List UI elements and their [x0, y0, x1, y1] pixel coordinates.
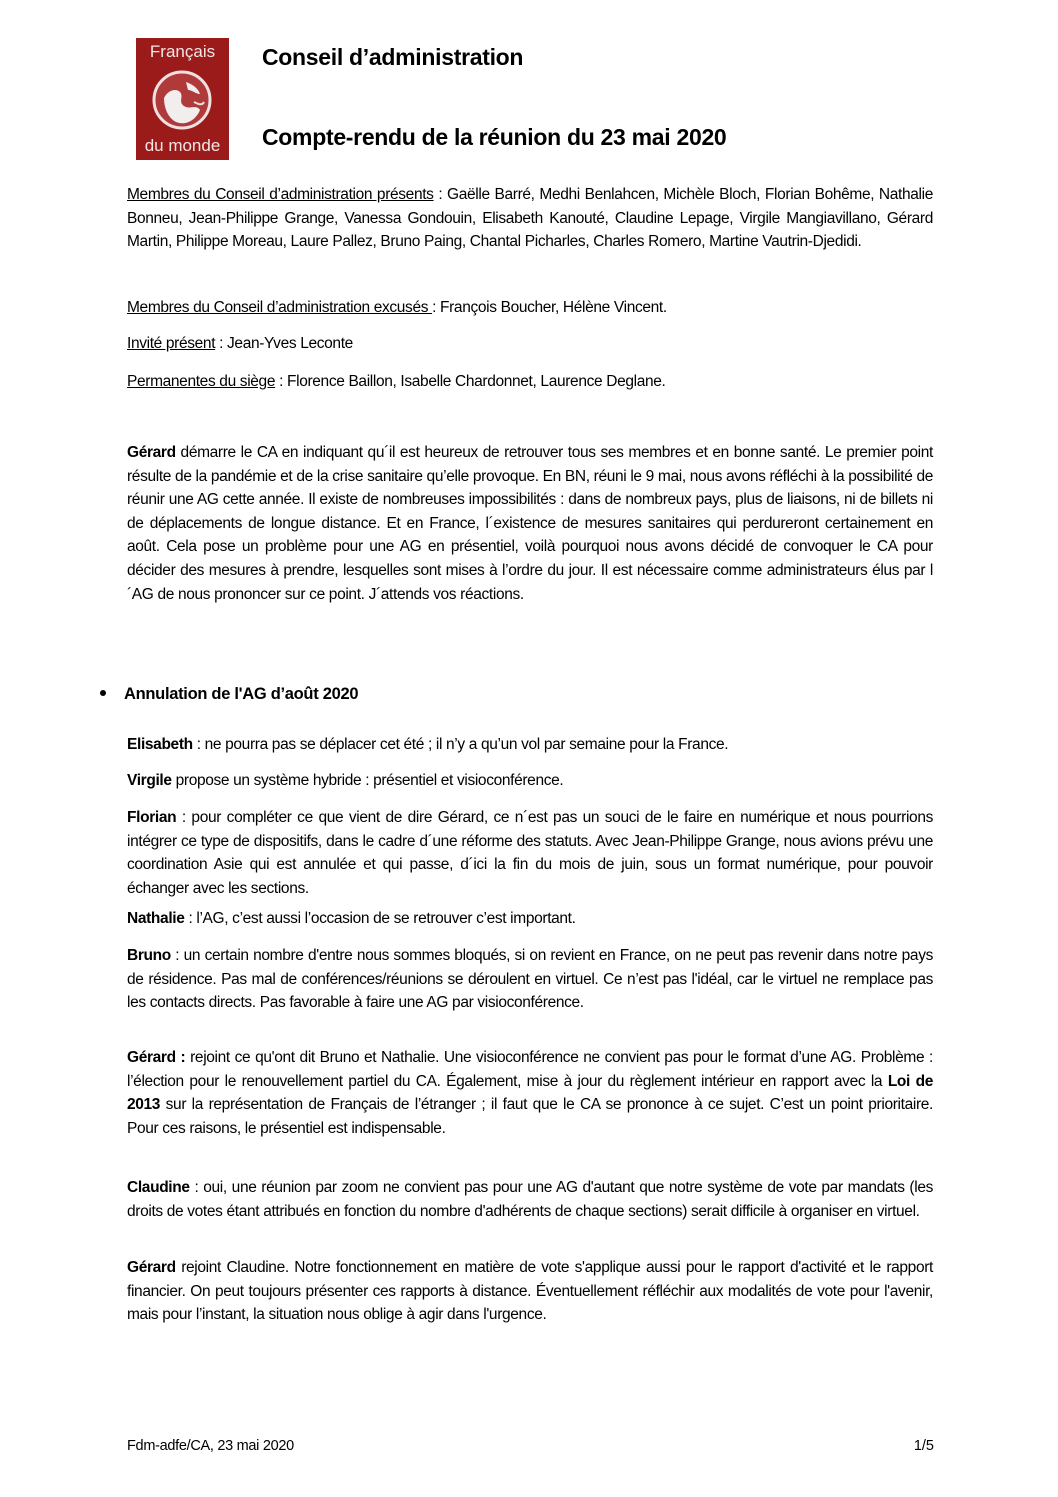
intro-text: démarre le CA en indiquant qu´il est heureux de retrouver tous ses membres et en bonne santé. Le premier point résulte de la pandémie et de la crise sanitaire qu’elle provoque. En BN, réuni le 9 mai, nous avons réfléchi à la possibilité de réunir une AG cette année. Il existe de nombreuses impossibilités : dans de nombreux pays, plus de liaisons, ni de billets ni de déplacements de longue distance. Et en France, l´existence de mesures sanitaires qui perdureront certainement en août. Cela pose un problème pour une AG en présentiel, voilà pourquoi nous avons décidé de convoquer le CA pour décider des mesures à prendre, lesquelles sont mises à l’ordre du jour. Il est nécessaire comme administrateurs élus par l´AG de nous prononcer sur ce point. J´attends vos réactions. — [127, 444, 933, 603]
document-title: Conseil d’administration — [262, 44, 524, 70]
speaker-name: Virgile — [127, 772, 172, 789]
excused-members-list: : François Boucher, Hélène Vincent. — [432, 299, 667, 316]
intervention-text: rejoint Claudine. Notre fonctionnement en matière de vote s'applique aussi pour le rapport d'activité et le rapport financier. On peut toujours présenter ces rapports à distance. Éventuellement réfléchir aux modalités de vote pour l'avenir, mais pour l’instant, la situation nous oblige à agir dans l'urgence. — [127, 1259, 933, 1324]
present-members-paragraph — [127, 183, 933, 254]
intro-paragraph — [127, 441, 933, 606]
intervention-text: rejoint ce qu'ont dit Bruno et Nathalie. Une visioconférence ne convient pas pour le format d’une AG. Problème : l’élection pour le renouvellement partiel du CA. Également, mise à jour du règlement intérieur en rapport avec la — [127, 1049, 933, 1090]
section-heading-text: Annulation de l'AG d’août 2020 — [124, 685, 359, 703]
francais-du-monde-logo — [136, 38, 229, 160]
intervention-paragraph — [127, 733, 933, 757]
intervention-paragraph — [127, 1046, 933, 1140]
excused-members-paragraph — [127, 296, 933, 320]
excused-members-label: Membres du Conseil d’administration excusés — [127, 299, 433, 316]
intervention-text: : l’AG, c’est aussi l’occasion de se retrouver c’est important. — [184, 910, 576, 927]
logo-text-top: Français — [149, 42, 216, 61]
staff-label: Permanentes du siège — [127, 373, 276, 390]
speaker-name: Gérard — [127, 444, 176, 461]
present-members-label: Membres du Conseil d’administration présents — [127, 186, 434, 203]
staff-paragraph — [127, 370, 933, 394]
document-subtitle: Compte-rendu de la réunion du 23 mai 2020 — [262, 124, 727, 150]
guest-paragraph — [127, 332, 933, 356]
bullet-icon — [100, 690, 106, 696]
speaker-name: Nathalie — [127, 910, 185, 927]
page-number: 1/5 — [913, 1438, 934, 1454]
intervention-paragraph — [127, 806, 933, 900]
speaker-name: Bruno — [127, 947, 171, 964]
speaker-name: Gérard : — [127, 1049, 186, 1066]
intervention-text: : oui, une réunion par zoom ne convient pas pour une AG d'autant que notre système de vote par mandats (les droits de votes étant attribués en fonction du nombre d'adhérents de chaque sections) serait difficile à organiser en virtuel. — [127, 1179, 933, 1220]
staff-list: : Florence Baillon, Isabelle Chardonnet, Laurence Deglane. — [275, 373, 666, 390]
speaker-name: Florian — [127, 809, 177, 826]
guest-name: : Jean-Yves Leconte — [215, 335, 353, 352]
intervention-paragraph — [127, 944, 933, 1015]
law-reference: Loi de 2013 — [127, 1072, 933, 1114]
intervention-text: : ne pourra pas se déplacer cet été ; il n’y a qu’un vol par semaine pour la France. — [192, 736, 729, 753]
intervention-text: propose un système hybride : présentiel et visioconférence. — [171, 772, 564, 789]
speaker-name: Claudine — [127, 1179, 190, 1196]
intervention-text: : un certain nombre d'entre nous sommes bloqués, si on revient en France, on ne peut pas revenir dans notre pays de résidence. Pas mal de conférences/réunions se déroulent en virtuel. Ce n’est pas l'idéal, car le virtuel ne remplace pas les contacts directs. Pas favorable à faire une AG par visioconférence. — [127, 947, 933, 1012]
footer-reference: Fdm-adfe/CA, 23 mai 2020 — [127, 1438, 294, 1454]
speaker-name: Elisabeth — [127, 736, 193, 753]
section-heading — [100, 685, 358, 704]
intervention-text: : pour compléter ce que vient de dire Gérard, ce n´est pas un souci de le faire en numérique et nous pourrions intégrer ce type de dispositifs, dans le cadre d´une réforme des statuts. Avec Jean-Philippe Grange, nous avions prévu une coordination Asie qui est annulée et qui passe, d´ici la fin du mois de juin, sous un format numérique, pour pouvoir échanger avec les sections. — [127, 809, 933, 897]
guest-label: Invité présent — [127, 335, 216, 352]
logo-text-bottom: du monde — [144, 136, 221, 155]
intervention-paragraph — [127, 769, 933, 793]
intervention-paragraph — [127, 1256, 933, 1327]
speaker-name: Gérard — [127, 1259, 176, 1276]
intervention-paragraph — [127, 907, 933, 931]
intervention-text: sur la représentation de Français de l’étranger ; il faut que le CA se prononce à ce sujet. C’est un point prioritaire. Pour ces raisons, le présentiel est indispensable. — [127, 1096, 933, 1137]
intervention-paragraph — [127, 1176, 933, 1223]
present-members-list: : Gaëlle Barré, Medhi Benlahcen, Michèle Bloch, Florian Bohême, Nathalie Bonneu, Jean-Philippe Grange, Vanessa Gondouin, Elisabeth Kanouté, Claudine Lepage, Virgile Mangiavillano, Gérard Martin, Philippe Moreau, Laure Pallez, Bruno Paing, Chantal Picharles, Charles Romero, Martine Vautrin-Djedidi. — [127, 186, 933, 251]
globe-icon — [150, 68, 214, 132]
